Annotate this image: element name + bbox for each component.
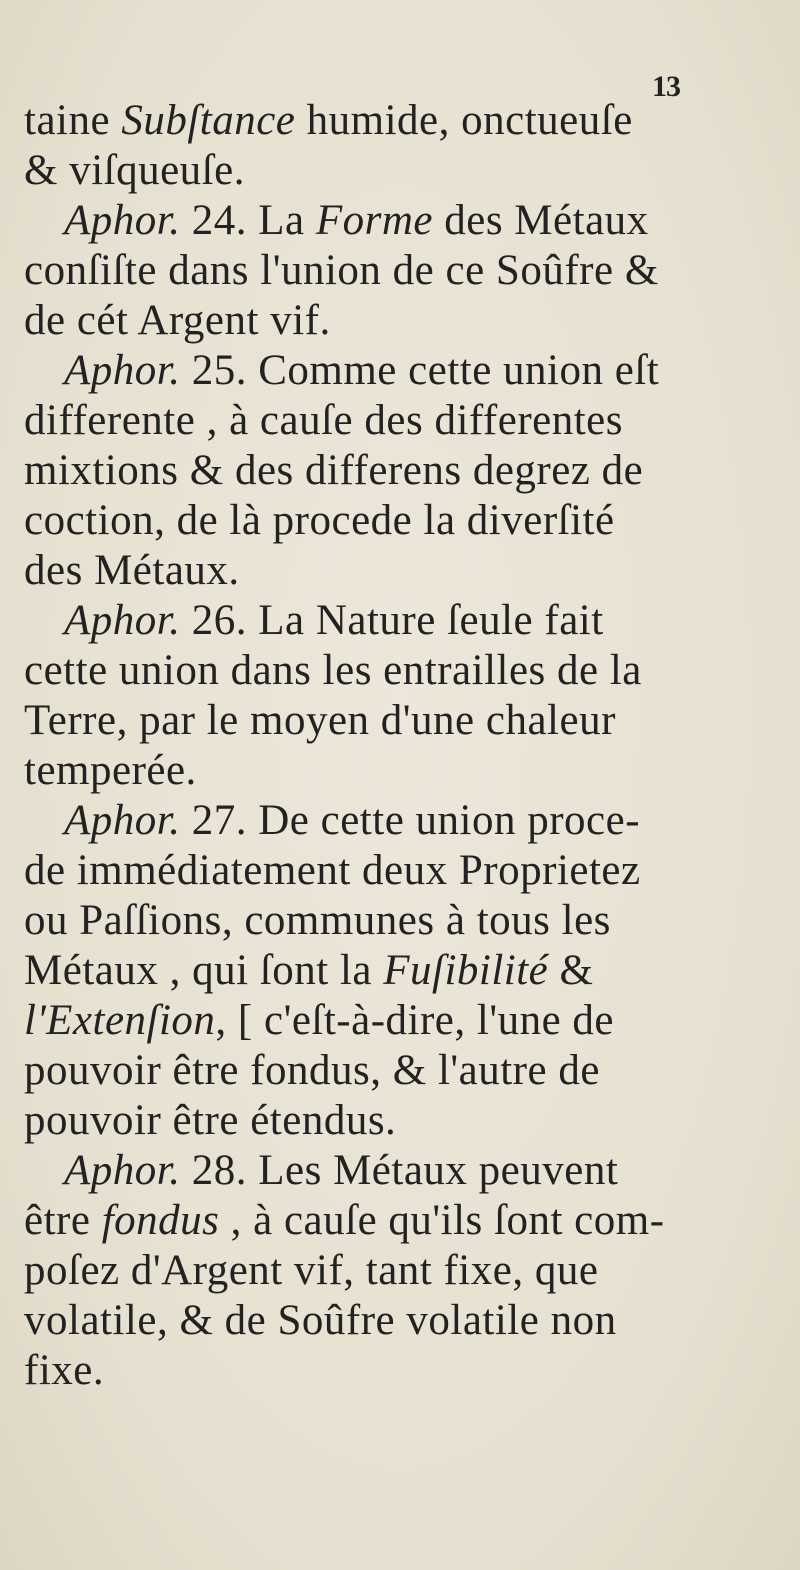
text-line xyxy=(24,96,786,146)
text-run: , [ c'eſt-à-dire, l'une de xyxy=(215,997,614,1044)
text-run: taine xyxy=(24,97,122,144)
text-line xyxy=(24,746,786,796)
text-run: temperée. xyxy=(24,747,197,794)
italic-text: Forme xyxy=(315,197,433,244)
text-run: poſez d'Argent vif, tant fixe, que xyxy=(24,1247,599,1294)
italic-text: Fuſibilité xyxy=(383,947,549,994)
text-line xyxy=(24,546,786,596)
text-run: & viſqueuſe. xyxy=(24,147,245,194)
text-line xyxy=(24,1146,786,1196)
italic-text: Subſtance xyxy=(121,97,296,144)
text-run: humide, onctueuſe xyxy=(295,97,633,144)
text-run: 24. La xyxy=(180,197,316,244)
text-line xyxy=(24,896,786,946)
text-run: Métaux , qui ſont la xyxy=(24,947,384,994)
text-run: pouvoir être fondus, & l'autre de xyxy=(24,1047,600,1094)
text-run: ou Paſſions, communes à tous les xyxy=(24,897,611,944)
italic-text: Aphor. xyxy=(64,197,181,244)
text-line xyxy=(24,646,786,696)
text-line xyxy=(24,146,786,196)
text-run: differente , à cauſe des differentes xyxy=(24,397,624,444)
text-run: mixtions & des differens degrez de xyxy=(24,447,644,494)
text-line xyxy=(24,1046,786,1096)
text-line xyxy=(24,1296,786,1346)
text-line xyxy=(24,946,786,996)
text-run: de immédiatement deux Proprietez xyxy=(24,847,641,894)
text-line xyxy=(24,246,786,296)
text-run: Terre, par le moyen d'une chaleur xyxy=(24,697,616,744)
text-run: de cét Argent vif. xyxy=(24,297,331,344)
text-line xyxy=(24,596,786,646)
text-run: 28. Les Métaux peuvent xyxy=(180,1147,619,1194)
italic-text: Aphor. xyxy=(64,347,181,394)
text-run: 26. La Nature ſeule fait xyxy=(180,597,604,644)
text-line xyxy=(24,396,786,446)
text-run: être xyxy=(24,1197,102,1244)
page-number: 13 xyxy=(652,70,680,103)
text-run: 25. Comme cette union eſt xyxy=(180,347,660,394)
text-line xyxy=(24,346,786,396)
text-line xyxy=(24,296,786,346)
italic-text: l'Extenſion xyxy=(24,997,216,1044)
text-run: coction, de là procede la diverſité xyxy=(24,497,615,544)
italic-text: Aphor. xyxy=(64,1147,181,1194)
text-line xyxy=(24,1096,786,1146)
text-run: 27. De cette union proce- xyxy=(180,797,641,844)
text-line xyxy=(24,1246,786,1296)
italic-text: Aphor. xyxy=(64,597,181,644)
text-line xyxy=(24,796,786,846)
text-run: pouvoir être étendus. xyxy=(24,1097,397,1144)
text-line xyxy=(24,846,786,896)
text-run: fixe. xyxy=(24,1347,105,1394)
text-line xyxy=(24,496,786,546)
text-line xyxy=(24,1346,786,1396)
body-text xyxy=(24,96,786,1396)
text-run: volatile, & de Soûfre volatile non xyxy=(24,1297,617,1344)
italic-text: fondus xyxy=(101,1197,220,1244)
text-run: cette union dans les entrailles de la xyxy=(24,647,642,694)
text-run: des Métaux xyxy=(432,197,649,244)
text-line xyxy=(24,696,786,746)
text-run: & xyxy=(548,947,594,994)
text-line xyxy=(24,446,786,496)
text-run: , à cauſe qu'ils ſont com- xyxy=(219,1197,665,1244)
text-run: conſiſte dans l'union de ce Soûfre & xyxy=(24,247,659,294)
text-line xyxy=(24,1196,786,1246)
text-line xyxy=(24,996,786,1046)
text-run: des Métaux. xyxy=(24,547,240,594)
italic-text: Aphor. xyxy=(64,797,181,844)
text-line xyxy=(24,196,786,246)
